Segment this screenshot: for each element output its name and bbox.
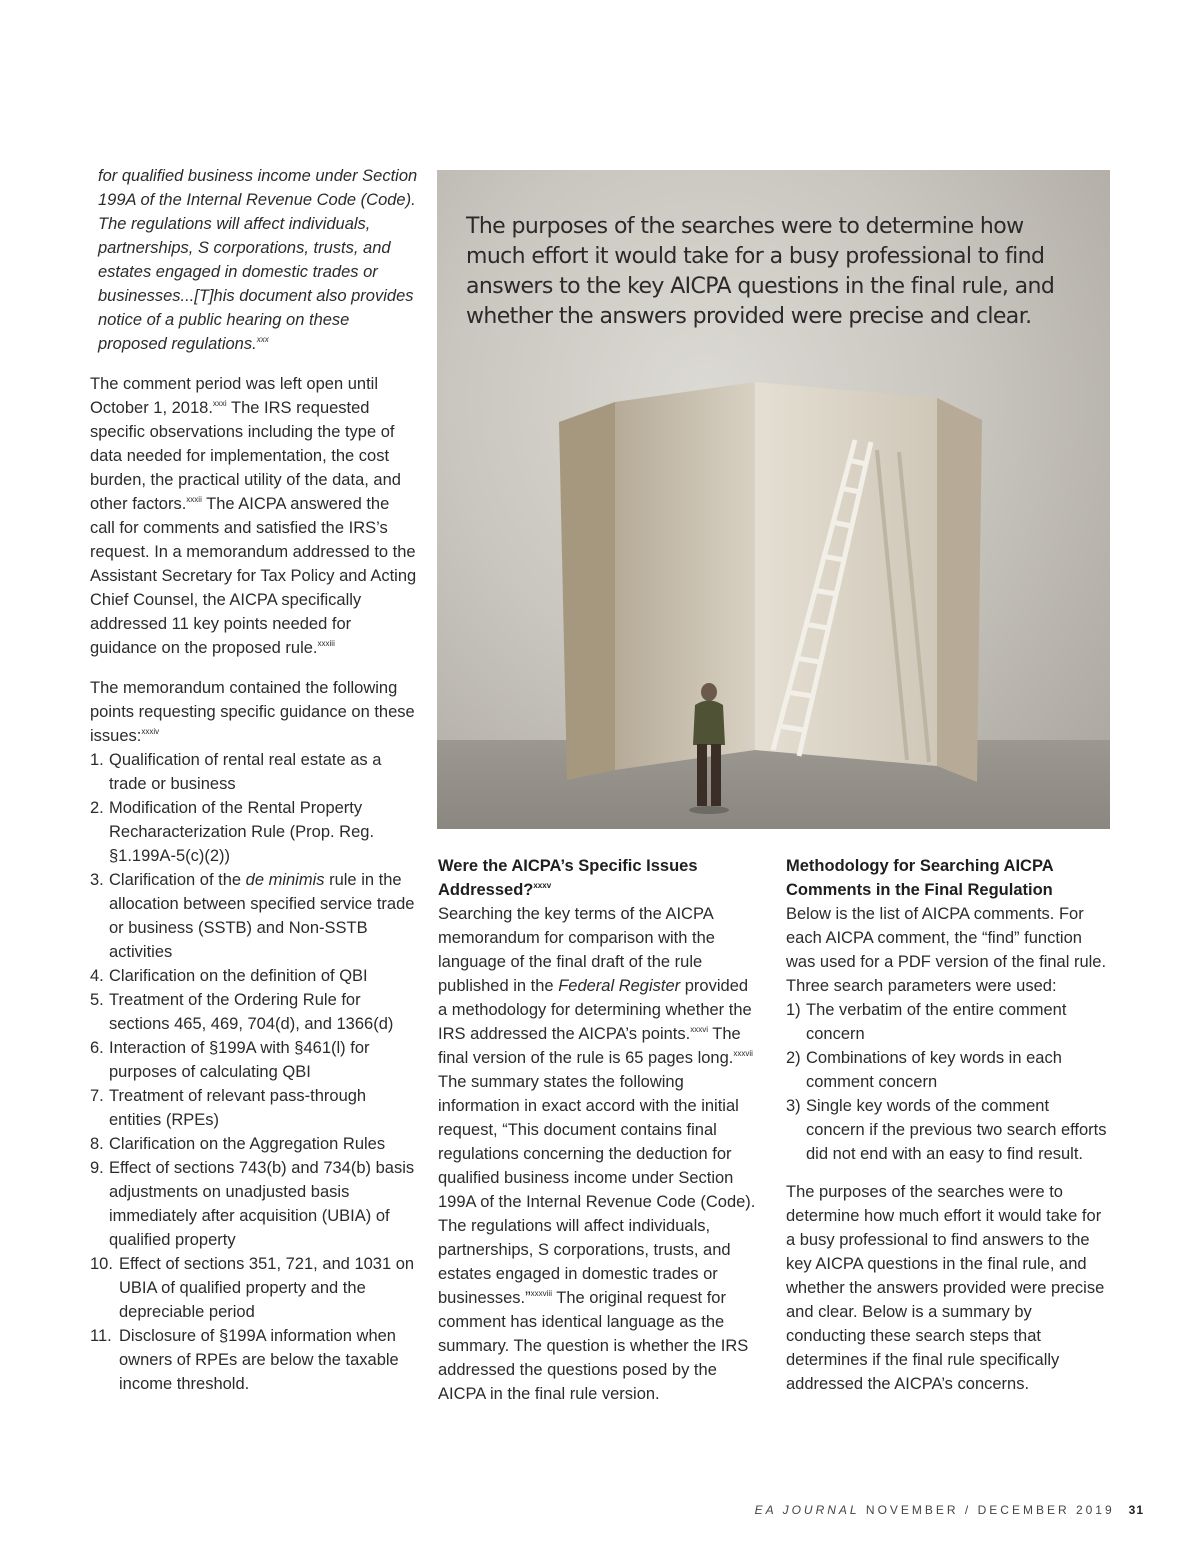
aicpa-points-list [90, 748, 418, 1396]
endnote-ref: xxxiii [317, 639, 335, 648]
endnote-ref: xxxi [212, 399, 227, 408]
section-heading-specific-issues: Were the AICPA’s Specific Issues Addressed?$^{xxxv}$ [438, 857, 698, 899]
endnote-ref: xxxviii [530, 1289, 552, 1298]
floor [437, 740, 1110, 829]
book-right-edge [937, 398, 982, 782]
memorandum-paragraph: The memorandum contained the following points requesting specific guidance on these issues:$^{xxxiv}$ [90, 679, 415, 745]
endnote-ref: xxx [256, 335, 269, 344]
endnote-ref: xxxvi [690, 1025, 709, 1034]
page-number: 31 [1128, 1503, 1144, 1517]
list-item: 11. Disclosure of §199A information when owners of RPEs are below the taxable income threshold. [90, 1327, 399, 1393]
section-heading-methodology: Methodology for Searching AICPA Comments in the Final Regulation [786, 857, 1054, 899]
left-column [90, 164, 418, 1396]
list-item: 10. Effect of sections 351, 721, and 1031 on UBIA of qualified property and the depreciable period [90, 1255, 415, 1321]
list-item: 4. Clarification on the definition of QBI [90, 967, 368, 985]
endnote-ref: xxxvii [733, 1049, 753, 1058]
feature-illustration [437, 170, 1110, 829]
list-item: 3) Single key words of the comment concern if the previous two search efforts did not end with an easy to find result. [786, 1097, 1107, 1163]
list-item: 3. Clarification of the de minimis rule in the allocation between specified service trade or business (SSTB) and Non-SSTB activities [90, 871, 415, 961]
list-item: 6. Interaction of §199A with §461(l) for purposes of calculating QBI [90, 1039, 370, 1081]
endnote-ref: xxxv [533, 881, 552, 890]
right-column [786, 854, 1112, 1412]
list-item: 8. Clarification on the Aggregation Rules [90, 1135, 386, 1153]
endnote-ref: xxxii [186, 495, 202, 504]
pull-quote: The purposes of the searches were to determine how much effort it would take for a busy professional to find answers to the key AICPA questions in the final rule, and whether the answers provided were precise and clear. [466, 214, 1055, 329]
list-item: 1) The verbatim of the entire comment concern [786, 1001, 1067, 1043]
endnote-ref: xxxiv [141, 727, 160, 736]
closing-paragraph: The purposes of the searches were to determine how much effort it would take for a busy professional to find answers to the key AICPA questions in the final rule, and whether the answers provided were precise and clear. Below is a summary by conducting these search steps that determines if the final rule specifically addressed the AICPA’s concerns. [786, 1183, 1105, 1393]
list-item: 9. Effect of sections 743(b) and 734(b) basis adjustments on unadjusted basis immediately after acquisition (UBIA) of qualified property [90, 1159, 415, 1249]
book-left-edge [559, 402, 615, 780]
search-parameters-list [786, 998, 1112, 1166]
comment-period-paragraph: The comment period was left open until October 1, 2018.$^{xxxi}$ The IRS requested specific observations including the type of data needed for implementation, the cost burden, the practical utility of the data, and other factors.$^{xxxii}$ The AICPA answered the call for comments and satisfied the IRS’s request. In a memorandum addressed to the Assistant Secretary for Tax Policy and Acting Chief Counsel, the AICPA specifically addressed 11 key points needed for guidance on the proposed rule.$^{xxxiii}$ [90, 375, 417, 657]
book-left-page [615, 382, 755, 770]
body-paragraph: Searching the key terms of the AICPA memorandum for comparison with the language of the final draft of the rule published in the Federal Register provided a methodology for determining whether the IRS addressed the AICPA’s points.$^{xxxvi}$ The final version of the rule is 65 pages long.$^{xxxvii}$ The summary states the following information in exact accord with the initial request, “This document contains final regulations concerning the deduction for qualified business income under Section 199A of the Internal Revenue Code (Code). The regulations will affect individuals, partnerships, S corporations, trusts, and estates engaged in domestic trades or businesses.”$^{xxxviii}$ The original request for comment has identical language as the summary. The question is whether the IRS addressed the questions posed by the AICPA in the final rule version. [438, 905, 756, 1403]
publication-name: EA JOURNAL [754, 1503, 860, 1517]
middle-column [438, 854, 758, 1406]
list-item: 7. Treatment of relevant pass-through entities (RPEs) [90, 1087, 367, 1129]
page-footer [755, 1503, 1144, 1517]
list-item: 1. Qualification of rental real estate as a trade or business [90, 751, 382, 793]
issue-date: NOVEMBER / DECEMBER 2019 [865, 1503, 1115, 1517]
list-item: 5. Treatment of the Ordering Rule for sections 465, 469, 704(d), and 1366(d) [90, 991, 394, 1033]
list-item: 2. Modification of the Rental Property Recharacterization Rule (Prop. Reg. §1.199A-5(c)(2)) [90, 799, 375, 865]
methodology-intro: Below is the list of AICPA comments. For each AICPA comment, the “find” function was used for a PDF version of the final rule. Three search parameters were used: [786, 905, 1107, 995]
list-item: 2) Combinations of key words in each comment concern [786, 1049, 1062, 1091]
quoted-proposed-rule: for qualified business income under Section 199A of the Internal Revenue Code (Code). The regulations will affect individuals, partnerships, S corporations, trusts, and estates engaged in domestic trades or businesses...[T]his document also provides notice of a public hearing on these proposed regulations.$^{xxx}$ [98, 167, 418, 353]
